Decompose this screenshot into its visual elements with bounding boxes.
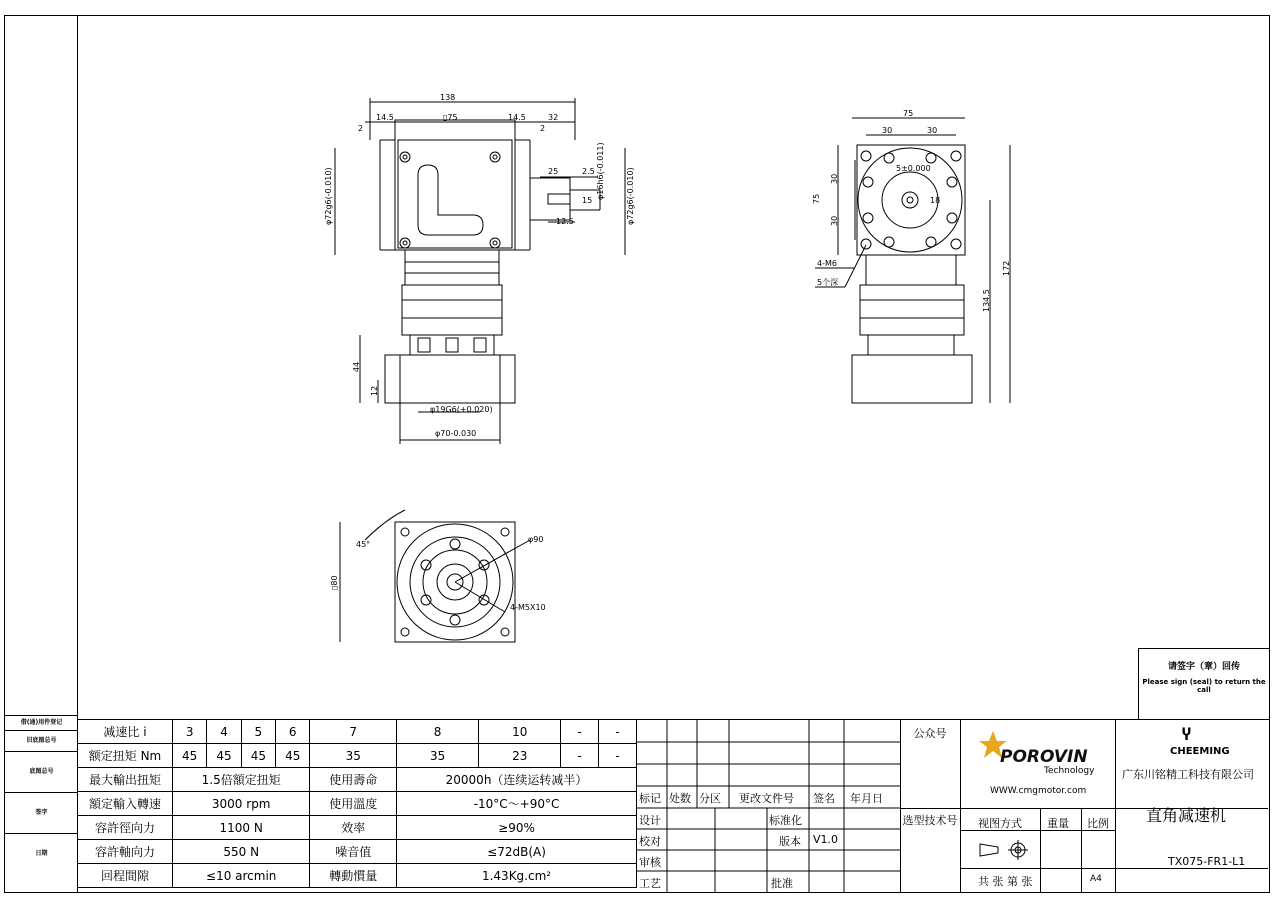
dim-2-5: 2.5 bbox=[582, 167, 595, 176]
strip-cell: 借(通)用件登记 bbox=[5, 716, 78, 731]
dim-key-h: 15 bbox=[582, 196, 593, 205]
dim-134-5: 134.5 bbox=[982, 289, 991, 312]
cell: 8 bbox=[397, 720, 479, 744]
pair-label: 最大輸出扭矩 bbox=[78, 768, 173, 792]
pair-label: 效率 bbox=[310, 816, 397, 840]
cm-logo-icon: Ⴤ bbox=[1182, 726, 1191, 744]
dim-depth: 5个深 bbox=[817, 278, 839, 287]
version-value: V1.0 bbox=[813, 833, 839, 846]
rev-h-date: 年月日 bbox=[850, 792, 883, 805]
pair-value: 1.43Kg.cm² bbox=[397, 864, 637, 888]
rev-h-doc: 更改文件号 bbox=[739, 792, 794, 805]
standardize-label: 标准化 bbox=[769, 814, 802, 827]
projection-icon bbox=[978, 838, 1038, 862]
strip-cell: 签字 bbox=[5, 793, 78, 834]
dim-75v: 75 bbox=[812, 193, 821, 204]
pair-value: ≤10 arcmin bbox=[173, 864, 310, 888]
dim-25: 25 bbox=[548, 167, 559, 176]
sheets-label: 共 张 第 张 bbox=[978, 875, 1033, 888]
model-number: TX075-FR1-L1 bbox=[1168, 855, 1246, 868]
rev-h-zone: 分区 bbox=[699, 792, 721, 805]
pair-value: 1100 N bbox=[173, 816, 310, 840]
ratio-label: 减速比 i bbox=[78, 720, 173, 744]
spec-pair-row bbox=[78, 768, 637, 792]
pair-value: 20000h（连续运转减半） bbox=[397, 768, 637, 792]
torque-label: 额定扭矩 Nm bbox=[78, 744, 173, 768]
cell: - bbox=[599, 744, 637, 768]
pair-label: 噪音值 bbox=[310, 840, 397, 864]
revision-grid bbox=[637, 720, 900, 892]
cell: 35 bbox=[310, 744, 397, 768]
sign-title: 请签字（章）回传 bbox=[1167, 662, 1240, 672]
cell: 10 bbox=[479, 720, 561, 744]
spec-pair-row bbox=[78, 816, 637, 840]
dim-172: 172 bbox=[1002, 260, 1011, 276]
weight-label: 重量 bbox=[1047, 817, 1069, 830]
cell: - bbox=[561, 744, 599, 768]
bottom-view bbox=[340, 510, 530, 642]
side-view bbox=[815, 118, 1010, 403]
cell: 35 bbox=[397, 744, 479, 768]
cell: 6 bbox=[276, 720, 310, 744]
dim-pcd: φ90 bbox=[528, 535, 544, 544]
strip-cell: 底图总号 bbox=[5, 752, 78, 793]
spec-table bbox=[77, 719, 637, 888]
brand-name: POROVIN bbox=[1000, 747, 1088, 767]
sign-subtitle: Please sign (seal) to return the call bbox=[1142, 678, 1266, 694]
dim-12-5: 12.5 bbox=[556, 217, 574, 226]
cell: 4 bbox=[207, 720, 241, 744]
pair-label: 回程間隙 bbox=[78, 864, 173, 888]
cell: 5 bbox=[241, 720, 275, 744]
revision-block bbox=[637, 719, 901, 893]
dim-2-left: 2 bbox=[358, 124, 364, 133]
rev-h-count: 处数 bbox=[669, 792, 691, 805]
view-label: 视图方式 bbox=[978, 817, 1022, 830]
role-check: 校对 bbox=[639, 835, 661, 848]
pair-value: ≥90% bbox=[397, 816, 637, 840]
cell: 7 bbox=[310, 720, 397, 744]
product-title: 直角减速机 bbox=[1146, 806, 1227, 825]
pair-label: 使用壽命 bbox=[310, 768, 397, 792]
role-design: 设计 bbox=[639, 814, 661, 827]
spec-pair-row bbox=[78, 840, 637, 864]
sign-box bbox=[1138, 648, 1269, 720]
dim-2-right: 2 bbox=[540, 124, 546, 133]
pair-value: 3000 rpm bbox=[173, 792, 310, 816]
dim-square-80: ▯80 bbox=[330, 575, 339, 590]
rev-h-mark: 标记 bbox=[639, 792, 661, 805]
cell: - bbox=[561, 720, 599, 744]
dim-holes: 4-M6 bbox=[817, 259, 837, 268]
dim-30d: 30 bbox=[830, 215, 839, 226]
tech-label: 选型技术号 bbox=[902, 814, 958, 827]
dim-30a: 30 bbox=[882, 126, 893, 135]
dim-angle: 45° bbox=[356, 540, 371, 549]
dim-holes-m5: 4-M5X10 bbox=[510, 603, 546, 612]
dim-30b: 30 bbox=[927, 126, 938, 135]
scale-label: 比例 bbox=[1087, 817, 1109, 830]
cell: 45 bbox=[276, 744, 310, 768]
dim-pilot-left: φ72g6(-0.010) bbox=[324, 167, 333, 225]
dim-pilot-right: φ72g6(-0.010) bbox=[626, 167, 635, 225]
pair-label: 容許徑向力 bbox=[78, 816, 173, 840]
company-name: 广东川铭精工科技有限公司 bbox=[1122, 768, 1254, 781]
pair-value: ≤72dB(A) bbox=[397, 840, 637, 864]
cell: 23 bbox=[479, 744, 561, 768]
dim-square: ▯75 bbox=[443, 113, 458, 122]
pair-value: 1.5倍額定扭矩 bbox=[173, 768, 310, 792]
dim-overall-width: 138 bbox=[440, 93, 456, 102]
qr-column bbox=[900, 719, 961, 893]
spec-pair-row bbox=[78, 792, 637, 816]
logo-block bbox=[960, 719, 1268, 893]
dim-bottom-dia: φ70-0.030 bbox=[435, 429, 477, 438]
pair-label: 容許軸向力 bbox=[78, 840, 173, 864]
dim-14-5-left: 14.5 bbox=[376, 113, 394, 122]
rev-h-sign: 签名 bbox=[813, 792, 835, 805]
version-label: 版本 bbox=[779, 835, 801, 848]
dim-44: 44 bbox=[352, 361, 361, 372]
pair-value: -10°C～+90°C bbox=[397, 792, 637, 816]
role-review: 审核 bbox=[639, 856, 661, 869]
ratio-row bbox=[78, 720, 637, 744]
dim-14-5-right: 14.5 bbox=[508, 113, 526, 122]
dim-32: 32 bbox=[548, 113, 559, 122]
role-process: 工艺 bbox=[639, 877, 661, 890]
dim-30c: 30 bbox=[830, 173, 839, 184]
cell: 45 bbox=[173, 744, 207, 768]
strip-cell: 日期 bbox=[35, 850, 48, 857]
cell: 45 bbox=[207, 744, 241, 768]
pair-label: 使用溫度 bbox=[310, 792, 397, 816]
cm-logo: CHEEMING bbox=[1170, 746, 1230, 757]
spec-pair-row bbox=[78, 864, 637, 888]
wechat-label: 公众号 bbox=[913, 727, 947, 740]
dim-12: 12 bbox=[370, 385, 379, 396]
cell: - bbox=[599, 720, 637, 744]
dim-18: 18 bbox=[930, 196, 941, 205]
approve-label: 批准 bbox=[771, 877, 793, 890]
website: WWW.cmgmotor.com bbox=[990, 786, 1087, 796]
pair-label: 額定輸入轉速 bbox=[78, 792, 173, 816]
paper-size: A4 bbox=[1090, 874, 1102, 884]
cell: 3 bbox=[173, 720, 207, 744]
strip-cell: 旧底图总号 bbox=[5, 731, 78, 752]
dim-shaft-dia: φ16h6(-0.011) bbox=[596, 142, 605, 200]
pair-value: 550 N bbox=[173, 840, 310, 864]
dim-key: 5±0.000 bbox=[896, 164, 931, 173]
torque-row bbox=[78, 744, 637, 768]
dim-75: 75 bbox=[903, 109, 914, 118]
brand-sub: Technology bbox=[1044, 766, 1095, 776]
cell: 45 bbox=[241, 744, 275, 768]
dim-bottom-pilot: φ19G6(+0.020) bbox=[430, 405, 493, 414]
pair-label: 轉動慣量 bbox=[310, 864, 397, 888]
